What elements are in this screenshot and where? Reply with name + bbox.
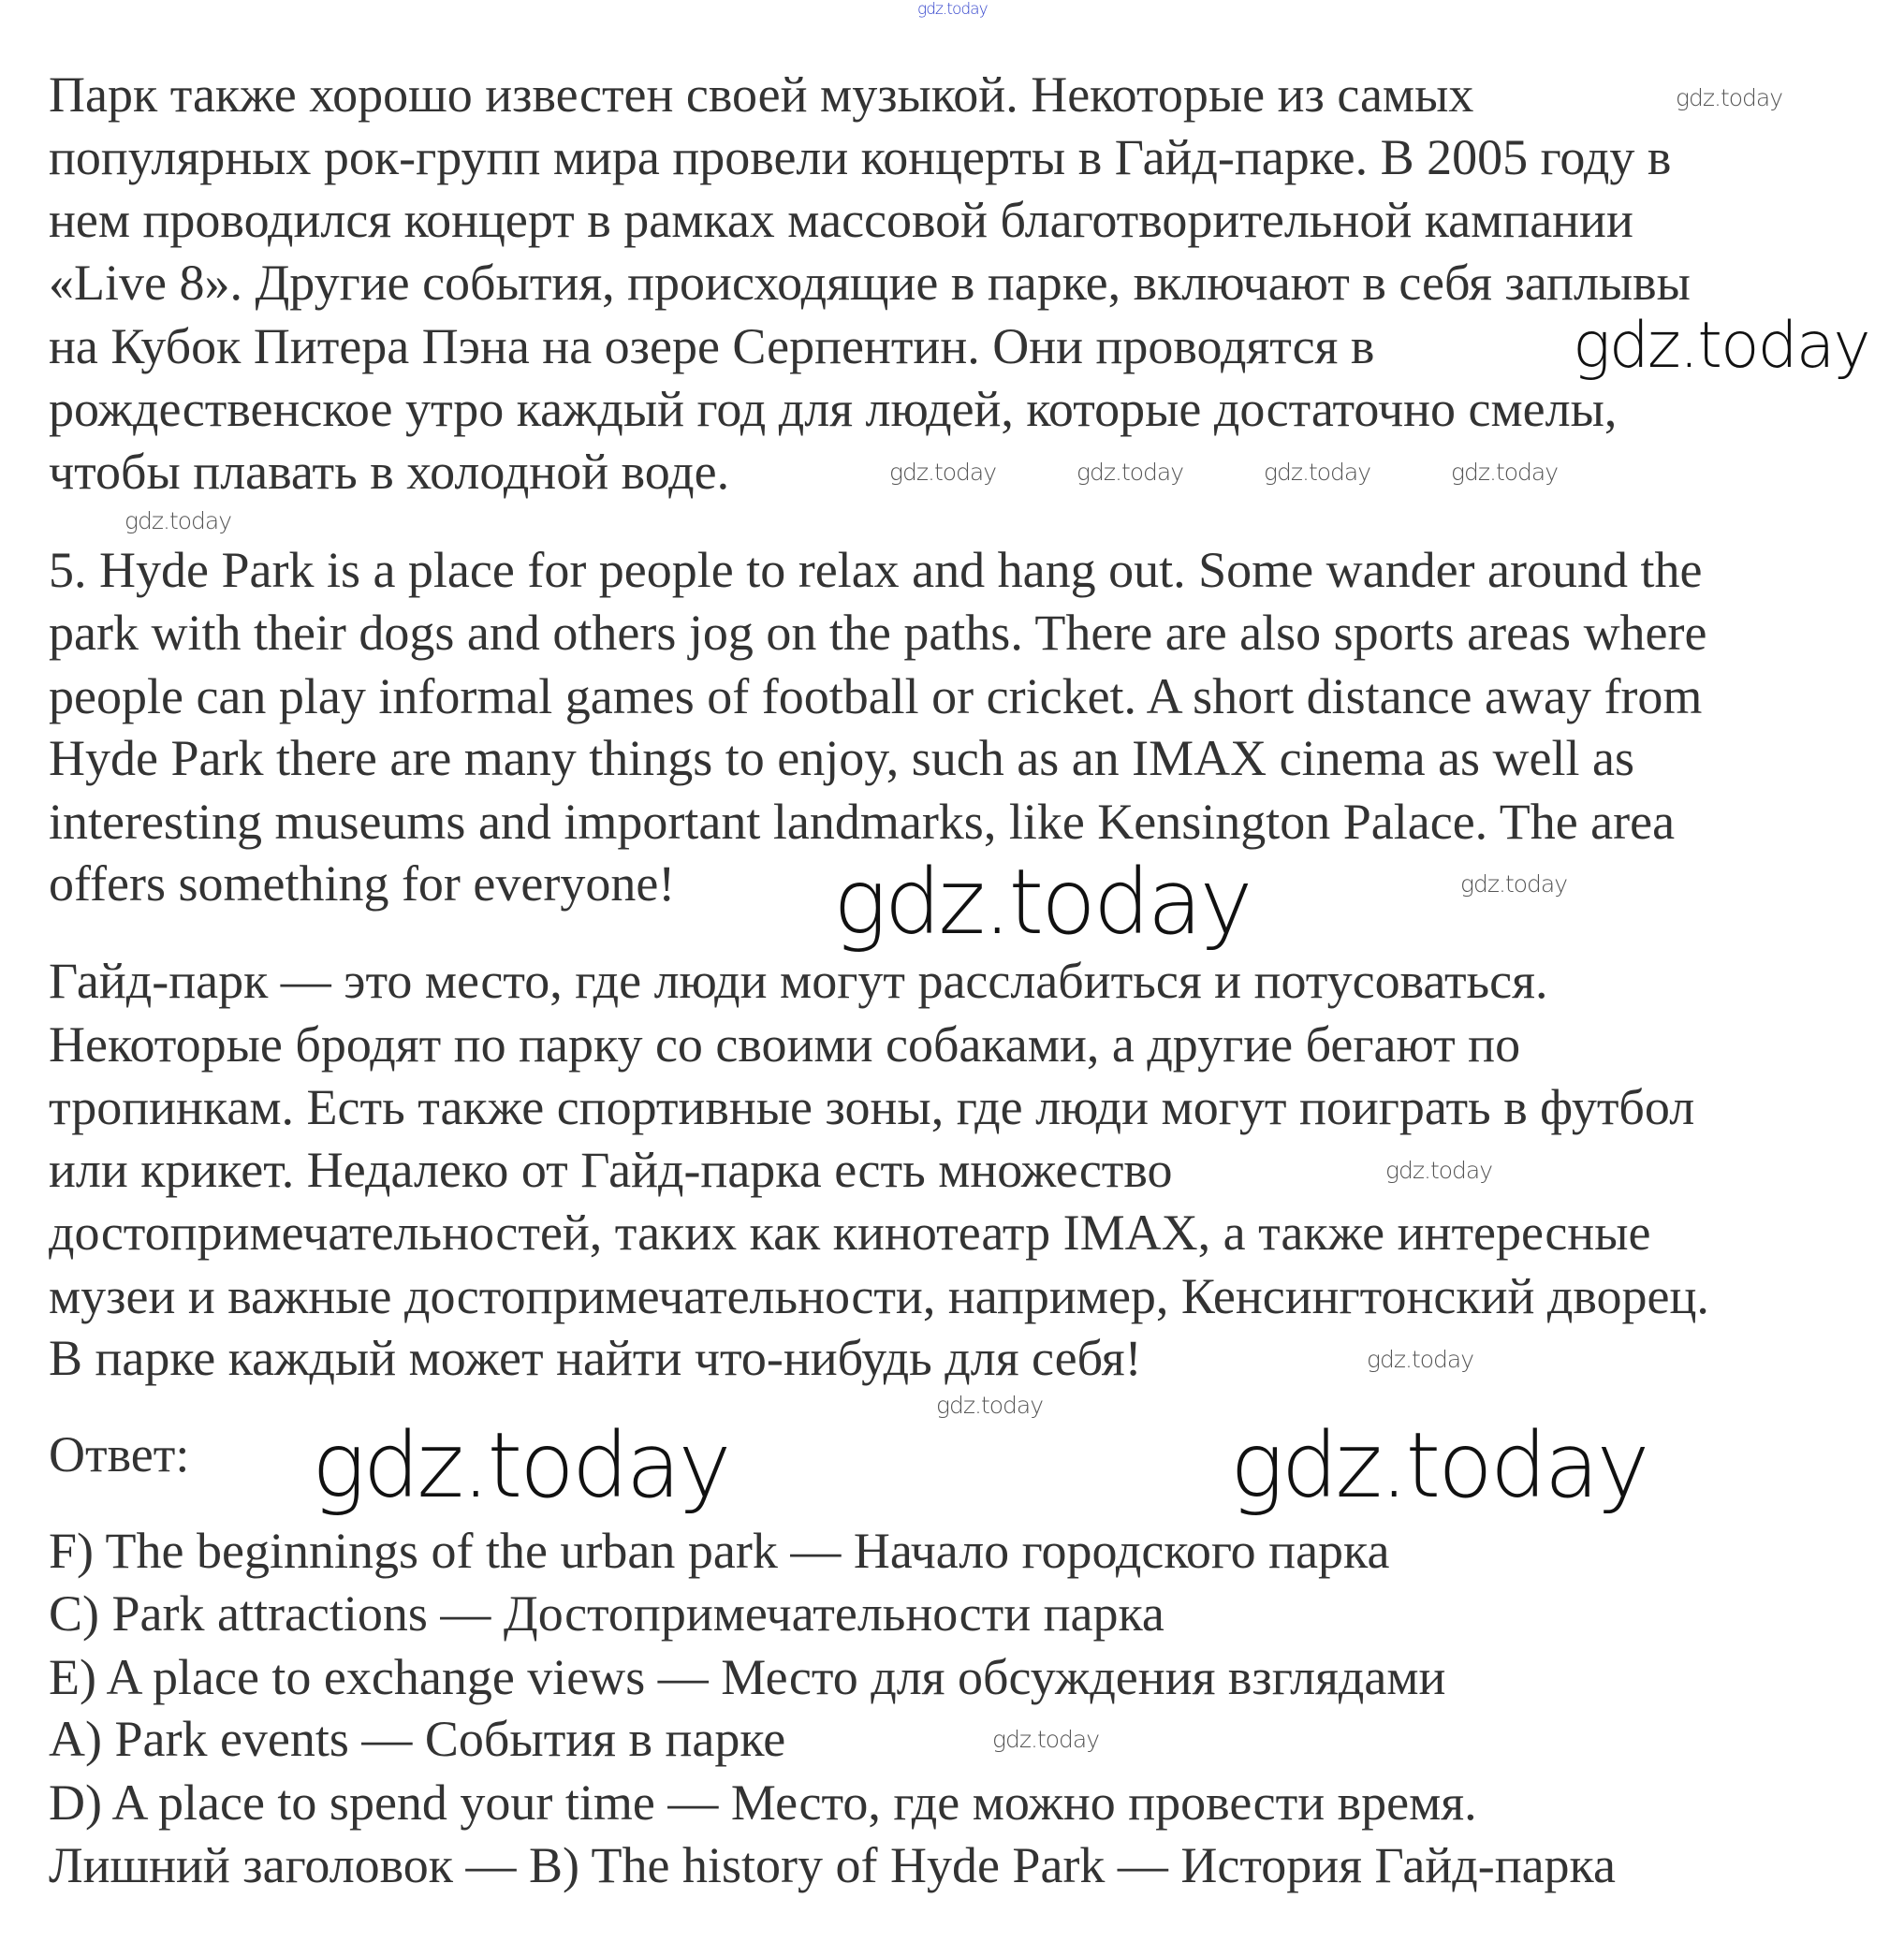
text-line: Парк также хорошо известен своей музыкой. Некоторые из самых <box>49 66 1474 123</box>
answer-item: D) A place to spend your time — Место, где можно провести время. <box>49 1774 1477 1831</box>
text-line: на Кубок Питера Пэна на озере Серпентин. Они проводятся в <box>49 318 1375 374</box>
text-line: Hyde Park there are many things to enjoy, such as an IMAX cinema as well as <box>49 730 1635 786</box>
watermark: gdz.today <box>833 850 1251 955</box>
watermark: gdz.today <box>1451 459 1559 486</box>
watermark: gdz.today <box>1573 309 1869 383</box>
text-line: offers something for everyone! <box>49 855 676 912</box>
watermark: gdz.today <box>992 1726 1100 1753</box>
text-line: достопримечательностей, таких как кинотеатр IMAX, а также интересные <box>49 1205 1651 1261</box>
watermark: gdz.today <box>312 1413 729 1518</box>
text-line: чтобы плавать в холодной воде. <box>49 444 730 500</box>
text-line: тропинкам. Есть также спортивные зоны, где люди могут поиграть в футбол <box>49 1079 1695 1135</box>
text-line: музеи и важные достопримечательности, например, Кенсингтонский дворец. <box>49 1268 1709 1324</box>
watermark: gdz.today <box>889 459 997 486</box>
text-line: 5. Hyde Park is a place for people to relax and hang out. Some wander around the <box>49 542 1703 598</box>
watermark: gdz.today <box>124 507 232 534</box>
answer-item: Лишний заголовок — B) The history of Hyde Park — История Гайд-парка <box>49 1837 1616 1893</box>
answer-item: F) The beginnings of the urban park — Начало городского парка <box>49 1523 1390 1579</box>
text-line: или крикет. Недалеко от Гайд-парка есть множество <box>49 1142 1173 1198</box>
text-line: park with their dogs and others jog on the paths. There are also sports areas where <box>49 605 1707 661</box>
answer-label: Ответ: <box>49 1426 190 1482</box>
watermark: gdz.today <box>1385 1157 1493 1184</box>
watermark: gdz.today <box>1460 870 1568 898</box>
header-watermark: gdz.today <box>917 0 988 19</box>
watermark: gdz.today <box>1367 1346 1474 1373</box>
answer-item: A) Park events — События в парке <box>49 1711 786 1767</box>
watermark: gdz.today <box>936 1392 1044 1419</box>
text-line: рождественское утро каждый год для людей, которые достаточно смелы, <box>49 381 1618 437</box>
answer-item: E) A place to exchange views — Место для обсуждения взглядами <box>49 1649 1446 1705</box>
watermark: gdz.today <box>1076 459 1184 486</box>
text-line: people can play informal games of football or cricket. A short distance away from <box>49 668 1703 724</box>
watermark: gdz.today <box>1676 84 1783 111</box>
text-line: нем проводился концерт в рамках массовой благотворительной кампании <box>49 192 1633 248</box>
text-line: Некоторые бродят по парку со своими собаками, а другие бегают по <box>49 1016 1521 1073</box>
text-line: Гайд-парк — это место, где люди могут расслабиться и потусоваться. <box>49 953 1548 1009</box>
text-line: популярных рок-групп мира провели концерты в Гайд-парке. В 2005 году в <box>49 129 1672 185</box>
watermark: gdz.today <box>1264 459 1371 486</box>
text-line: В парке каждый может найти что-нибудь для себя! <box>49 1330 1142 1386</box>
answer-item: C) Park attractions — Достопримечательности парка <box>49 1585 1164 1642</box>
text-line: interesting museums and important landmarks, like Kensington Palace. The area <box>49 794 1676 850</box>
text-line: «Live 8». Другие события, происходящие в парке, включают в себя заплывы <box>49 255 1691 311</box>
watermark: gdz.today <box>1230 1413 1648 1518</box>
